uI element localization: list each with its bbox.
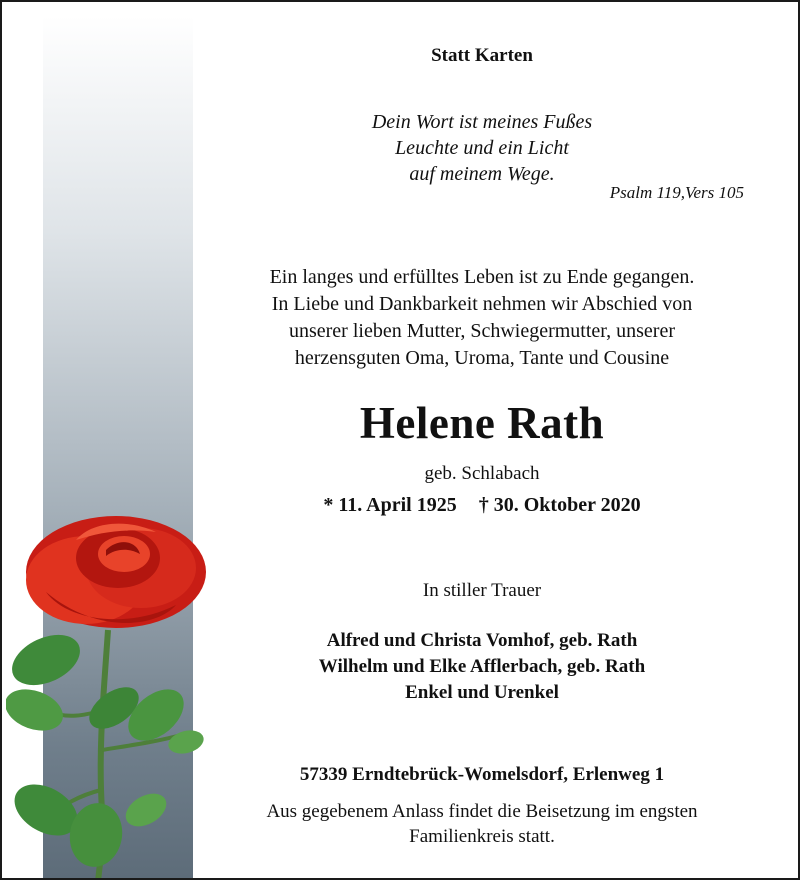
verse-line: auf meinem Wege. <box>409 163 555 185</box>
family-names <box>202 628 762 706</box>
family-line: Wilhelm und Elke Afflerbach, geb. Rath <box>318 656 646 677</box>
intro-text <box>202 264 762 372</box>
birth-date: * 11. April 1925 <box>323 494 457 516</box>
intro-line: herzensguten Oma, Uroma, Tante und Cousine <box>294 347 670 369</box>
notice-line: Aus gegebenem Anlass findet die Beisetzung im engsten <box>266 801 698 822</box>
notice-line: Familienkreis statt. <box>409 826 555 847</box>
intro-line: Ein langes und erfülltes Leben ist zu Ende gegangen. <box>269 266 695 288</box>
death-date: † 30. Oktober 2020 <box>478 494 641 516</box>
statt-karten-heading: Statt Karten <box>431 45 533 66</box>
verse-line: Leuchte und ein Licht <box>395 137 569 159</box>
deceased-name: Helene Rath <box>359 398 605 448</box>
intro-line: unserer lieben Mutter, Schwiegermutter, unserer <box>288 320 676 342</box>
intro-line: In Liebe und Dankbarkeit nehmen wir Abschied von <box>271 293 693 315</box>
family-line: Enkel und Urenkel <box>405 682 559 703</box>
verse-source: Psalm 119,Vers 105 <box>609 183 744 202</box>
verse-line: Dein Wort ist meines Fußes <box>371 111 593 133</box>
bible-verse <box>202 109 762 187</box>
life-dates <box>202 494 762 517</box>
mourning-label: In stiller Trauer <box>422 580 542 601</box>
red-rose-image <box>6 510 206 880</box>
address: 57339 Erndtebrück-Womelsdorf, Erlenweg 1 <box>299 764 665 785</box>
burial-notice <box>202 799 762 849</box>
family-line: Alfred und Christa Vomhof, geb. Rath <box>326 630 638 651</box>
maiden-name: geb. Schlabach <box>424 463 540 484</box>
